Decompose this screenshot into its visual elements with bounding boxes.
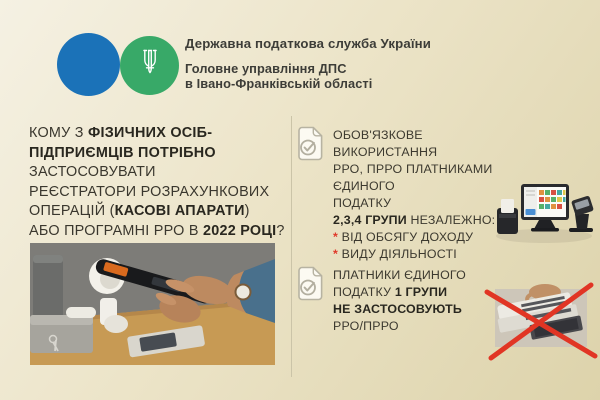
org-title (185, 36, 431, 91)
document-check-icon (298, 126, 323, 166)
document-check-icon (298, 266, 323, 306)
column-divider (291, 116, 292, 377)
logo-circle-green (120, 36, 179, 95)
org-name: Державна податкова служба України (185, 36, 432, 51)
question-heading: КОМУ З ФІЗИЧНИХ ОСІБ- ПІДПРИЄМЦІВ ПОТРІБНО ЗАСТОСОВУВАТИ РЕЄСТРАТОРИ РОЗРАХУНКОВИХ ОПЕРАЦІЙ (КАСОВІ АПАРАТИ) АБО ПРОГРАМНІ РРО В 2022 РОЦІ? (29, 125, 285, 239)
crossed-register-image (482, 276, 600, 371)
pos-system-image (493, 176, 595, 253)
point-text-mandatory-use: ОБОВ'ЯЗКОВЕ ВИКОРИСТАННЯ РРО, ПРРО ПЛАТНИКАМИ ЄДИНОГО ПОДАТКУ 2,3,4 ГРУПИ НЕЗАЛЕЖНО: * ВІД ОБСЯГУ ДОХОДУ * ВИДУ ДІЯЛЬНОСТІ (333, 128, 496, 261)
logo-circle-blue (57, 33, 120, 96)
org-department-line2: в Івано-Франківській області (185, 76, 373, 91)
payment-terminal-photo (30, 243, 275, 365)
org-department-line1: Головне управління ДПС (185, 61, 347, 76)
point-text-group1-exempt: ПЛАТНИКИ ЄДИНОГО ПОДАТКУ 1 ГРУПИ НЕ ЗАСТОСОВУЮТЬ РРО/ПРРО (333, 268, 466, 333)
trident-icon (137, 47, 163, 85)
